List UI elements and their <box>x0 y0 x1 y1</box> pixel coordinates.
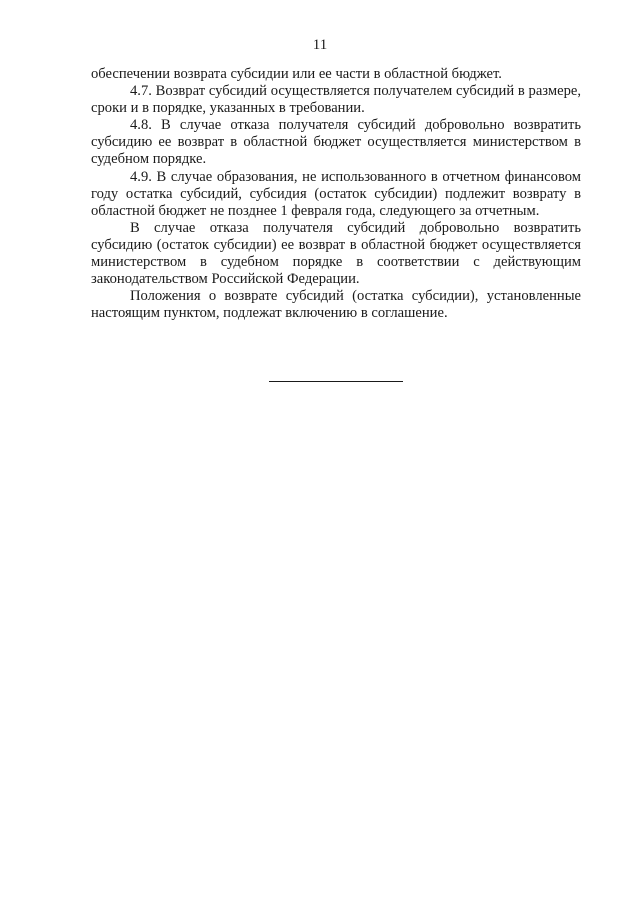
paragraph-continuation: обеспечении возврата субсидии или ее части в областной бюджет. <box>91 66 502 82</box>
paragraph-agreement-inclusion: Положения о возврате субсидий (остатка субсидии), установленные настоящим пунктом, подлежат включению в соглашение. <box>91 288 581 322</box>
paragraph-4-8: 4.8. В случае отказа получателя субсидий добровольно возвратить субсидию ее возврат в областной бюджет осуществляется министерством в судебном порядке. <box>91 117 581 168</box>
paragraph-4-7: 4.7. Возврат субсидий осуществляется получателем субсидий в размере, сроки и в порядке, указанных в требовании. <box>91 83 581 117</box>
page-number: 11 <box>312 37 328 53</box>
document-body <box>91 66 581 322</box>
paragraph-4-9: 4.9. В случае образования, не использованного в отчетном финансовом году остатка субсидий, субсидия (остаток субсидии) подлежит возврату в областной бюджет не позднее 1 февраля года, следующего за отчетным. <box>91 168 581 219</box>
document-end-divider <box>269 381 403 382</box>
paragraph-refusal-return: В случае отказа получателя субсидий добровольно возвратить субсидию (остаток субсидии) ее возврат в областной бюджет осуществляется министерством в судебном порядке в соответствии с действующим законодательством Российской Федерации. <box>91 219 581 288</box>
